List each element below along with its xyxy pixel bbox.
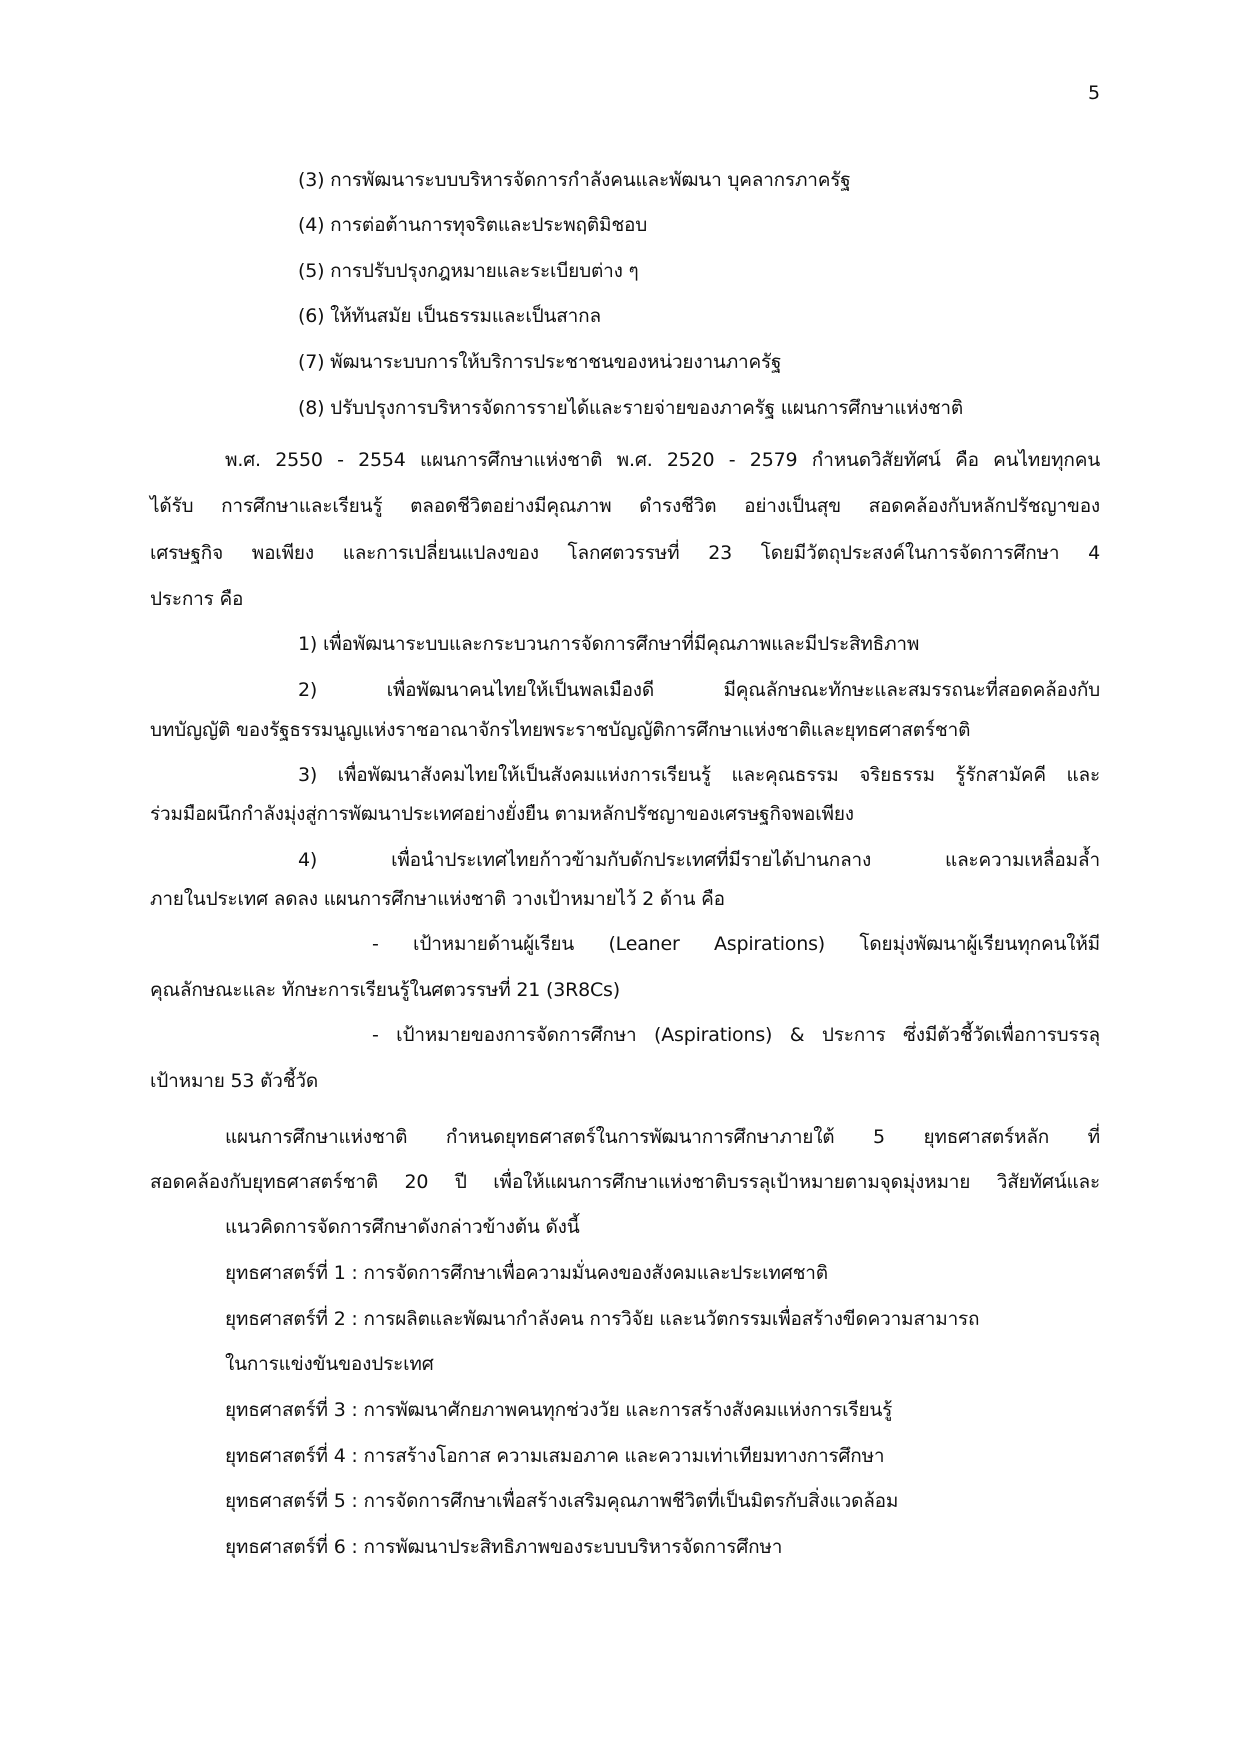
strategy-item: ยุทธศาสตร์ที่ 3 : การพัฒนาศักยภาพคนทุกช่วงวัย และการสร้างสังคมแห่งการเรียนรู้ — [225, 1399, 893, 1421]
list-item: (4) การต่อต้านการทุจริตและประพฤติมิชอบ — [298, 214, 648, 236]
paragraph-line: สอดคล้องกับยุทธศาสตร์ชาติ 20 ปี เพื่อให้แผนการศึกษาแห่งชาติบรรลุเป้าหมายตามจุดมุ่งหมาย วิสัยทัศน์และ — [150, 1171, 1100, 1193]
strategy-item: ยุทธศาสตร์ที่ 4 : การสร้างโอกาส ความเสมอภาค และความเท่าเทียมทางการศึกษา — [225, 1445, 885, 1467]
page-number: 5 — [1088, 82, 1100, 104]
objective-line: 1) เพื่อพัฒนาระบบและกระบวนการจัดการศึกษาที่มีคุณภาพและมีประสิทธิภาพ — [298, 633, 920, 655]
target-line: - เป้าหมายด้านผู้เรียน (Leaner Aspirations) โดยมุ่งพัฒนาผู้เรียนทุกคนให้มี — [372, 933, 1100, 955]
list-item: (8) ปรับปรุงการบริหารจัดการรายได้และรายจ่ายของภาครัฐ แผนการศึกษาแห่งชาติ — [298, 397, 964, 419]
paragraph-line: พ.ศ. 2550 - 2554 แผนการศึกษาแห่งชาติ พ.ศ. 2520 - 2579 กำหนดวิสัยทัศน์ คือ คนไทยทุกคน — [225, 449, 1100, 471]
objective-line: ภายในประเทศ ลดลง แผนการศึกษาแห่งชาติ วางเป้าหมายไว้ 2 ด้าน คือ — [150, 888, 725, 910]
strategy-item: ในการแข่งขันของประเทศ — [225, 1353, 434, 1375]
objective-line: บทบัญญัติ ของรัฐธรรมนูญแห่งราชอาณาจักรไทยพระราชบัญญัติการศึกษาแห่งชาติและยุทธศาสตร์ชาติ — [150, 719, 971, 741]
target-line: - เป้าหมายของการจัดการศึกษา (Aspirations) & ประการ ซึ่งมีตัวชี้วัดเพื่อการบรรลุ — [372, 1024, 1100, 1046]
list-item: (6) ให้ทันสมัย เป็นธรรมและเป็นสากล — [298, 305, 601, 327]
list-item: (7) พัฒนาระบบการให้บริการประชาชนของหน่วยงานภาครัฐ — [298, 351, 782, 373]
paragraph-line: แนวคิดการจัดการศึกษาดังกล่าวข้างต้น ดังนี้ — [225, 1216, 580, 1238]
objective-line: 2) เพื่อพัฒนาคนไทยให้เป็นพลเมืองดี มีคุณลักษณะทักษะและสมรรถนะที่สอดคล้องกับ — [298, 679, 1100, 701]
strategy-item: ยุทธศาสตร์ที่ 1 : การจัดการศึกษาเพื่อความมั่นคงของสังคมและประเทศชาติ — [225, 1262, 828, 1284]
list-item: (5) การปรับปรุงกฎหมายและระเบียบต่าง ๆ — [298, 260, 639, 282]
strategy-item: ยุทธศาสตร์ที่ 6 : การพัฒนาประสิทธิภาพของระบบบริหารจัดการศึกษา — [225, 1536, 783, 1558]
objective-line: 4) เพื่อนำประเทศไทยก้าวข้ามกับดักประเทศที่มีรายได้ปานกลาง และความเหลื่อมล้ำ — [298, 849, 1100, 871]
paragraph-line: ได้รับ การศึกษาและเรียนรู้ ตลอดชีวิตอย่างมีคุณภาพ ดำรงชีวิต อย่างเป็นสุข สอดคล้องกับหลักปรัชญาของ — [150, 495, 1100, 517]
objective-line: ร่วมมือผนึกกำลังมุ่งสู่การพัฒนาประเทศอย่างยั่งยืน ตามหลักปรัชญาของเศรษฐกิจพอเพียง — [150, 803, 854, 825]
list-item: (3) การพัฒนาระบบบริหารจัดการกำลังคนและพัฒนา บุคลากรภาครัฐ — [298, 169, 851, 191]
paragraph-line: แผนการศึกษาแห่งชาติ กำหนดยุทธศาสตร์ในการพัฒนาการศึกษาภายใต้ 5 ยุทธศาสตร์หลัก ที่ — [225, 1126, 1100, 1148]
target-line: คุณลักษณะและ ทักษะการเรียนรู้ในศตวรรษที่ 21 (3R8Cs) — [150, 979, 620, 1001]
strategy-item: ยุทธศาสตร์ที่ 2 : การผลิตและพัฒนากำลังคน การวิจัย และนวัตกรรมเพื่อสร้างขีดความสามารถ — [225, 1308, 980, 1330]
target-line: เป้าหมาย 53 ตัวชี้วัด — [150, 1070, 319, 1092]
strategy-item: ยุทธศาสตร์ที่ 5 : การจัดการศึกษาเพื่อสร้างเสริมคุณภาพชีวิตที่เป็นมิตรกับสิ่งแวดล้อม — [225, 1490, 899, 1512]
objective-line: 3) เพื่อพัฒนาสังคมไทยให้เป็นสังคมแห่งการเรียนรู้ และคุณธรรม จริยธรรม รู้รักสามัคคี และ — [298, 764, 1100, 786]
paragraph-line: เศรษฐกิจ พอเพียง และการเปลี่ยนแปลงของ โลกศตวรรษที่ 23 โดยมีวัตถุประสงค์ในการจัดการศึกษา 4 — [150, 542, 1100, 564]
paragraph-line: ประการ คือ — [150, 588, 244, 610]
